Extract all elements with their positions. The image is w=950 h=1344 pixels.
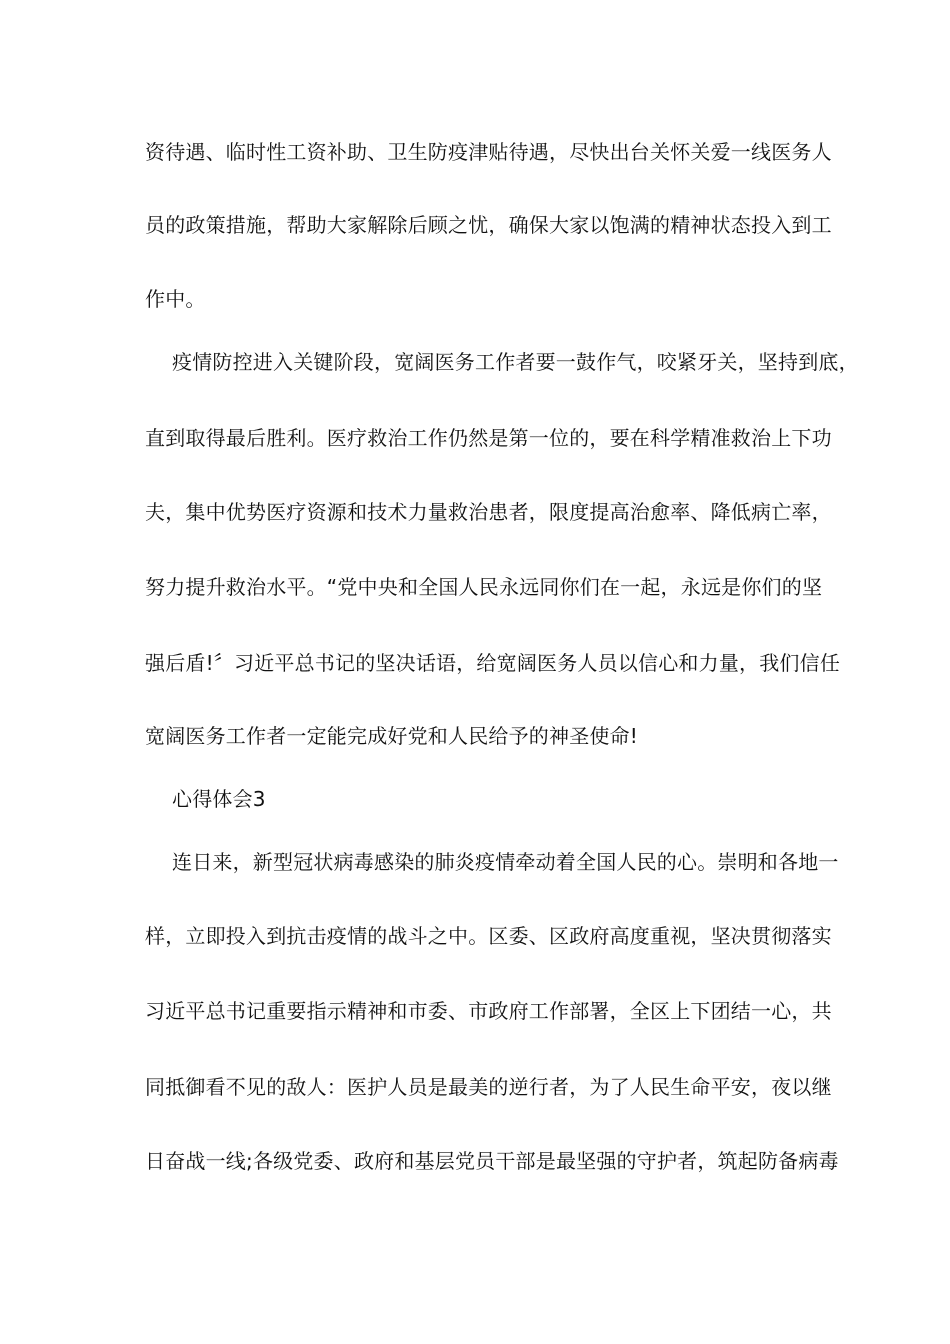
paragraph-line-2: 员的政策措施，帮助大家解除后顾之忧，确保大家以饱满的精神状态投入到工 [145,213,832,237]
paragraph-line-13: 同抵御看不见的敌人：医护人员是最美的逆行者，为了人民生命平安，夜以继 [145,1075,832,1099]
paragraph-line-1: 资待遇、临时性工资补助、卫生防疫津贴待遇，尽快出台关怀关爱一线医务人 [145,140,832,164]
paragraph-line-12: 习近平总书记重要指示精神和市委、市政府工作部署，全区上下团结一心，共 [145,999,832,1023]
paragraph-line-6: 夫，集中优势医疗资源和技术力量救治患者，限度提高治愈率、降低病亡率， [145,500,832,524]
paragraph-line-7: 努力提升救治水平。“党中央和全国人民永远同你们在一起，永远是你们的坚 [145,575,823,599]
section-heading: 心得体会3 [172,787,266,811]
paragraph-line-10: 连日来，新型冠状病毒感染的肺炎疫情牵动着全国人民的心。崇明和各地一 [172,850,839,874]
paragraph-line-5: 直到取得最后胜利。医疗救治工作仍然是第一位的，要在科学精准救治上下功 [145,426,832,450]
paragraph-line-3: 作中。 [145,287,206,311]
paragraph-line-11: 样，立即投入到抗击疫情的战斗之中。区委、区政府高度重视，坚决贯彻落实 [145,924,832,948]
paragraph-line-4: 疫情防控进入关键阶段，宽阔医务工作者要一鼓作气，咬紧牙关，坚持到底， [172,350,859,374]
paragraph-line-14: 日奋战一线;各级党委、政府和基层党员干部是最坚强的守护者，筑起防备病毒 [145,1149,839,1173]
paragraph-line-9: 宽阔医务工作者一定能完成好党和人民给予的神圣使命! [145,724,639,748]
paragraph-line-8: 强后盾!〞习近平总书记的坚决话语，给宽阔医务人员以信心和力量，我们信任 [145,651,841,675]
